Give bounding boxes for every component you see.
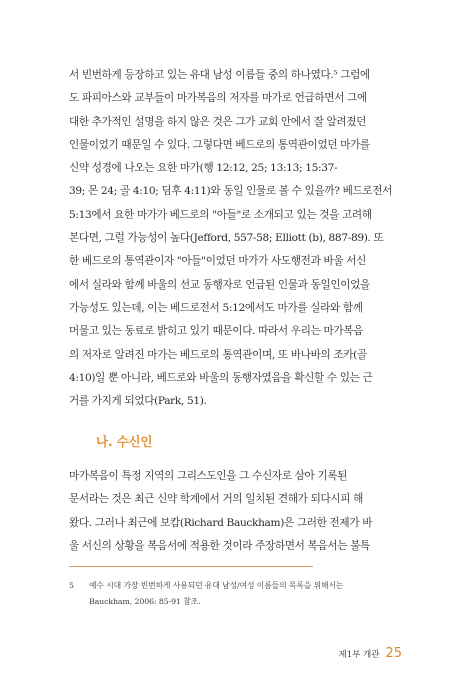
text-line: 에서 실라와 함께 바울의 선교 동행자로 언급된 인물과 동일인이었을 [69, 278, 370, 291]
footnote-divider [69, 566, 313, 567]
text-line: 신약 성경에 나오는 요한 마가(행 12:12, 25; 13:13; 15:37- [69, 162, 338, 175]
text-line: 본다면, 그럴 가능성이 높다(Jefford, 557-58; Elliott (b), 887-89). 또 [69, 232, 384, 245]
section-heading: 나. 수신인 [96, 434, 153, 449]
text-line: 한 베드로의 통역관이자 "아들"이었던 마가가 사도행전과 바울 서신 [69, 255, 367, 268]
footnote-number: 5 [69, 581, 74, 590]
text-line: 문서라는 것은 최근 신약 학계에서 거의 일치된 견해가 되다시피 해 [69, 493, 364, 506]
footer-section-label: 제1부 개관 [338, 650, 380, 660]
text-line: 왔다. 그러나 최근에 보캄(Richard Bauckham)은 그러한 전제가 바 [69, 516, 373, 529]
text-line: 5:13에서 요한 마가가 베드로의 "아들"로 소개되고 있는 것을 고려해 [69, 208, 372, 221]
footnote [69, 578, 403, 610]
text-line: 의 저자로 알려진 마가는 베드로의 통역관이며, 또 바나바의 조카(골 [69, 348, 367, 361]
body-text-section-1 [69, 64, 403, 413]
text-line: 마가복음이 특정 지역의 그리스도인을 그 수신자로 삼아 기록된 [69, 470, 348, 482]
text-line: 거를 가지게 되었다(Park, 51). [69, 395, 207, 408]
footnote-text-2: Bauckham, 2006: 85-91 참조. [89, 597, 201, 606]
footnote-line-1 [69, 578, 403, 594]
page-footer [338, 646, 402, 661]
text-line: 서 빈번하게 등장하고 있는 유대 남성 이름들 중의 하나였다.⁵ 그럼에 [69, 69, 370, 81]
text-line: 가능성도 있는데, 이는 베드로전서 5:12에서도 마가를 실라와 함께 [69, 301, 363, 314]
text-line: 대한 추가적인 설명을 하지 않은 것은 그가 교회 안에서 잘 알려졌던 [69, 115, 367, 128]
text-line: 도 파피아스와 교부들이 마가복음의 저자를 마가로 언급하면서 그에 [69, 92, 367, 105]
text-line: 4:10)일 뿐 아니라, 베드로와 바울의 동행자였음을 확신할 수 있는 근 [69, 371, 373, 384]
text-line: 39; 몬 24; 골 4:10; 딤후 4:11)와 동일 인물로 볼 수 있을까? 베드로전서 [69, 185, 392, 198]
text-line: 인물이었기 때문일 수 있다. 그렇다면 베드로의 통역관이었던 마가를 [69, 138, 370, 151]
body-text-section-2 [69, 465, 403, 558]
text-line: 울 서신의 상황을 복음서에 적용한 것이라 주장하면서 복음서는 불특 [69, 539, 370, 552]
page-number: 25 [385, 646, 402, 661]
footnote-text-1: 예수 시대 가장 빈번하게 사용되던 유대 남성/여성 이름들의 목록을 위해서는 [89, 581, 344, 590]
text-line: 머물고 있는 동료로 밝히고 있기 때문이다. 따라서 우리는 마가복음 [69, 325, 364, 338]
footnote-line-2 [69, 594, 403, 610]
